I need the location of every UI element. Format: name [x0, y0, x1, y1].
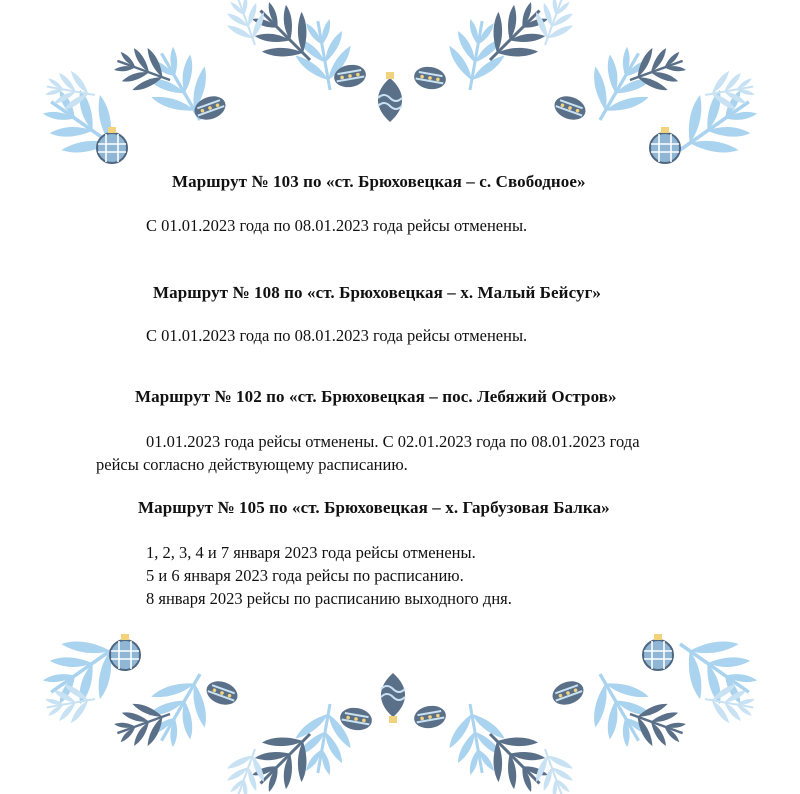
route-102-text-line-2: рейсы согласно действующему расписанию. — [96, 455, 408, 474]
route-105-title: Маршрут № 105 по «ст. Брюховецкая – х. Гарбузовая Балка» — [138, 498, 610, 517]
route-102-title: Маршрут № 102 по «ст. Брюховецкая – пос. Лебяжий Остров» — [135, 387, 617, 406]
route-105-text-line-1: 1, 2, 3, 4 и 7 января 2023 года рейсы отменены. — [146, 543, 476, 562]
route-105-text-line-2: 5 и 6 января 2023 года рейсы по расписанию. — [146, 566, 464, 585]
route-108-text: С 01.01.2023 года по 08.01.2023 года рейсы отменены. — [146, 326, 528, 345]
route-103-text: С 01.01.2023 года по 08.01.2023 года рейсы отменены. — [146, 216, 528, 235]
route-103-title: Маршрут № 103 по «ст. Брюховецкая – с. Свободное» — [172, 172, 586, 191]
route-102-text-line-1: 01.01.2023 года рейсы отменены. С 02.01.2023 года по 08.01.2023 года — [146, 432, 640, 451]
bottom-garland-decoration — [0, 625, 800, 794]
route-105-text-line-3: 8 января 2023 рейсы по расписанию выходного дня. — [146, 589, 512, 608]
route-108-title: Маршрут № 108 по «ст. Брюховецкая – х. Малый Бейсуг» — [153, 283, 602, 302]
